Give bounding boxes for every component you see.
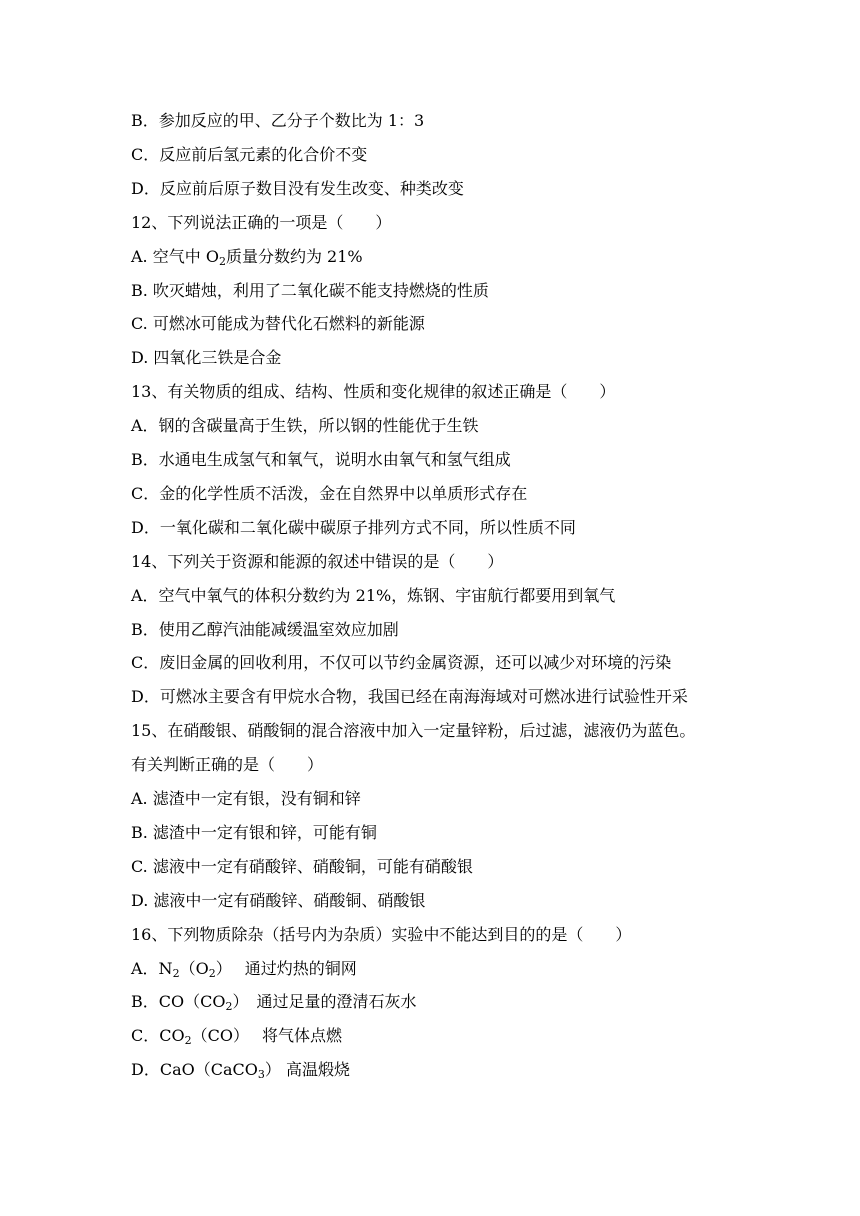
line-q16-b: [131, 992, 417, 1012]
text-run: B．CO（CO: [131, 992, 226, 1011]
text-run: 质量分数约为 21%: [225, 247, 363, 266]
line-q16: [131, 925, 631, 945]
line-q14-b: [131, 620, 399, 640]
line-q12-b: [131, 281, 489, 301]
text-run: C．CO: [131, 1026, 185, 1045]
line-q14-a: [131, 586, 615, 606]
text-run: C．金的化学性质不活泼，金在自然界中以单质形式存在: [131, 484, 528, 503]
subscript: 2: [208, 967, 216, 980]
subscript: 2: [172, 967, 180, 980]
line-q15-c: [131, 857, 473, 877]
line-q12: [131, 213, 391, 233]
text-run: D. 四氧化三铁是合金: [131, 348, 282, 367]
text-run: （CO） 将气体点燃: [191, 1026, 343, 1045]
text-run: B．使用乙醇汽油能减缓温室效应加剧: [131, 620, 399, 639]
line-q11-c: [131, 145, 367, 165]
text-run: D．反应前后原子数目没有发生改变、种类改变: [131, 179, 464, 198]
text-run: C. 可燃冰可能成为替代化石燃料的新能源: [131, 314, 425, 333]
subscript: 2: [184, 1034, 192, 1047]
line-q15-b: [131, 823, 377, 843]
text-run: D．一氧化碳和二氧化碳中碳原子排列方式不同，所以性质不同: [131, 518, 576, 537]
text-run: 15、在硝酸银、硝酸铜的混合溶液中加入一定量锌粉，后过滤，滤液仍为蓝色。: [131, 721, 696, 740]
line-q13-d: [131, 518, 576, 538]
line-q16-a: [131, 959, 357, 979]
line-q12-c: [131, 314, 425, 334]
text-run: 14、下列关于资源和能源的叙述中错误的是（ ）: [131, 552, 504, 571]
line-q15-d: [131, 891, 425, 911]
line-q15: [131, 721, 695, 741]
line-q13: [131, 382, 615, 402]
text-run: ） 通过足量的澄清石灰水: [232, 992, 417, 1011]
text-run: A．空气中氧气的体积分数约为 21%，炼钢、宇宙航行都要用到氧气: [131, 586, 616, 605]
text-run: C．反应前后氢元素的化合价不变: [131, 145, 368, 164]
text-run: 13、有关物质的组成、结构、性质和变化规律的叙述正确是（ ）: [131, 382, 616, 401]
line-q12-d: [131, 348, 281, 368]
line-q13-a: [131, 416, 479, 436]
line-q11-d: [131, 179, 464, 199]
text-run: A．钢的含碳量高于生铁，所以钢的性能优于生铁: [131, 416, 479, 435]
line-q14-c: [131, 653, 671, 673]
text-run: C. 滤液中一定有硝酸锌、硝酸铜，可能有硝酸银: [131, 857, 473, 876]
line-q13-c: [131, 484, 527, 504]
text-run: 有关判断正确的是（ ）: [131, 755, 324, 774]
text-run: A. 滤渣中一定有银，没有铜和锌: [131, 789, 361, 808]
subscript: 3: [257, 1068, 265, 1081]
text-run: D. 滤液中一定有硝酸锌、硝酸铜、硝酸银: [131, 891, 426, 910]
text-run: B．水通电生成氢气和氧气，说明水由氧气和氢气组成: [131, 450, 511, 469]
line-q16-c: [131, 1026, 342, 1046]
line-q15-a: [131, 789, 361, 809]
text-run: B．参加反应的甲、乙分子个数比为 1：3: [131, 111, 425, 130]
text-run: D．CaO（CaCO: [131, 1060, 258, 1079]
line-q16-d: [131, 1060, 350, 1080]
text-run: 16、下列物质除杂（括号内为杂质）实验中不能达到目的的是（ ）: [131, 925, 632, 944]
text-run: C．废旧金属的回收利用，不仅可以节约金属资源，还可以减少对环境的污染: [131, 653, 672, 672]
line-q12-a: [131, 247, 363, 267]
text-run: A．N: [131, 959, 173, 978]
text-run: ） 通过灼热的铜网: [215, 959, 357, 978]
subscript: 2: [218, 255, 226, 268]
line-q14: [131, 552, 503, 572]
text-run: B. 滤渣中一定有银和锌，可能有铜: [131, 823, 377, 842]
text-run: D．可燃冰主要含有甲烷水合物，我国已经在南海海域对可燃冰进行试验性开采: [131, 687, 688, 706]
line-q15-cont: [131, 755, 323, 775]
text-run: B. 吹灭蜡烛，利用了二氧化碳不能支持燃烧的性质: [131, 281, 489, 300]
text-run: 12、下列说法正确的一项是（ ）: [131, 213, 392, 232]
line-q11-b: [131, 111, 424, 131]
line-q13-b: [131, 450, 511, 470]
text-run: A. 空气中 O: [131, 247, 219, 266]
text-run: （O: [179, 959, 209, 978]
line-q14-d: [131, 687, 688, 707]
subscript: 2: [225, 1000, 233, 1013]
text-run: ） 高温煅烧: [264, 1060, 350, 1079]
